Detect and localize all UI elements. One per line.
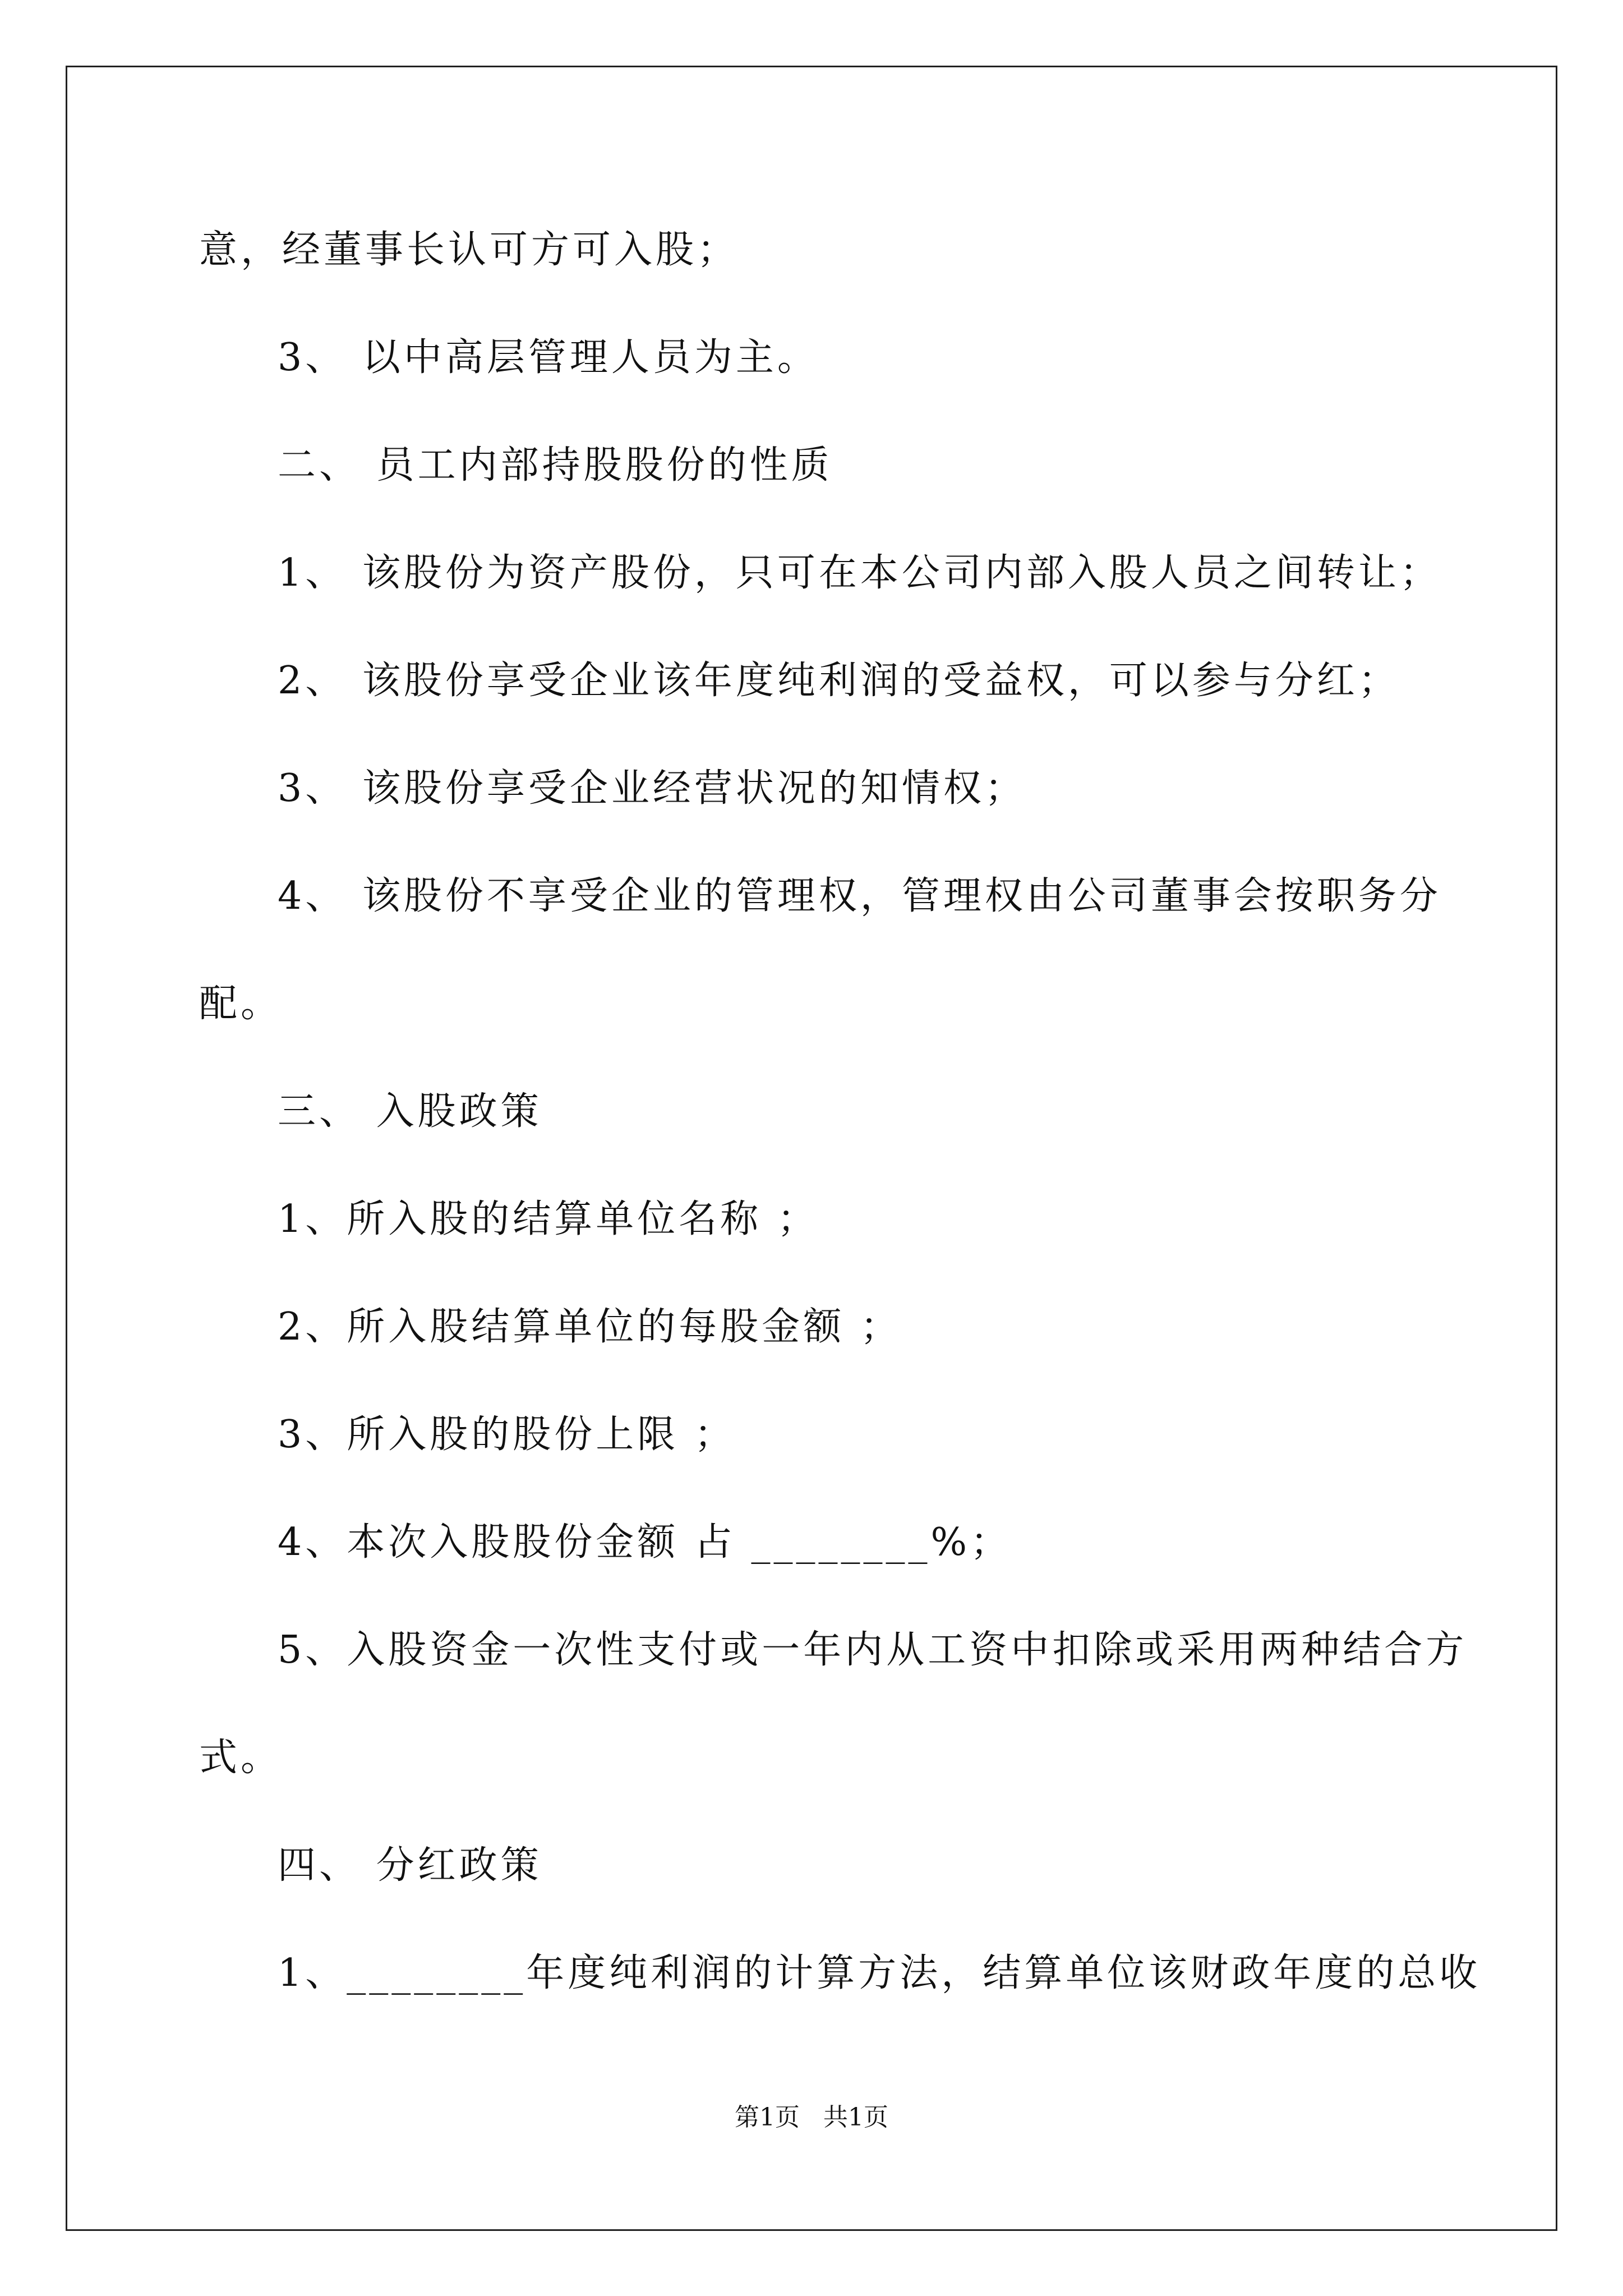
text-line: 4、本次入股股份金额 占 ________%；	[278, 1520, 1012, 1565]
text-line: 式。	[199, 1736, 283, 1780]
text-line: 1、所入股的结算单位名称 ；	[278, 1197, 819, 1241]
page-frame	[66, 66, 1557, 2231]
text-line: 1、________年度纯利润的计算方法，结算单位该财政年度的总收	[278, 1951, 1481, 1995]
text-line: 4、 该股份不享受企业的管理权，管理权由公司董事会按职务分	[278, 874, 1441, 918]
text-line: 3、 以中高层管理人员为主。	[278, 335, 819, 380]
text-line: 配。	[199, 982, 283, 1026]
text-line: 意，经董事长认可方可入股；	[199, 228, 739, 272]
section-heading: 三、 入股政策	[278, 1089, 542, 1134]
section-heading: 四、 分红政策	[278, 1843, 542, 1888]
section-heading: 二、 员工内部持股股份的性质	[278, 443, 833, 487]
text-line: 5、入股资金一次性支付或一年内从工资中扣除或采用两种结合方	[278, 1628, 1468, 1672]
text-line: 3、所入股的股份上限 ；	[278, 1412, 736, 1457]
text-line: 2、所入股结算单位的每股金额 ；	[278, 1305, 902, 1349]
text-line: 2、 该股份享受企业该年度纯利润的受益权，可以参与分红；	[278, 659, 1400, 703]
text-line: 1、 该股份为资产股份，只可在本公司内部入股人员之间转让；	[278, 551, 1441, 595]
text-line: 3、 该股份享受企业经营状况的知情权；	[278, 766, 1026, 811]
page-footer: 第1页 共1页	[735, 2103, 888, 2132]
